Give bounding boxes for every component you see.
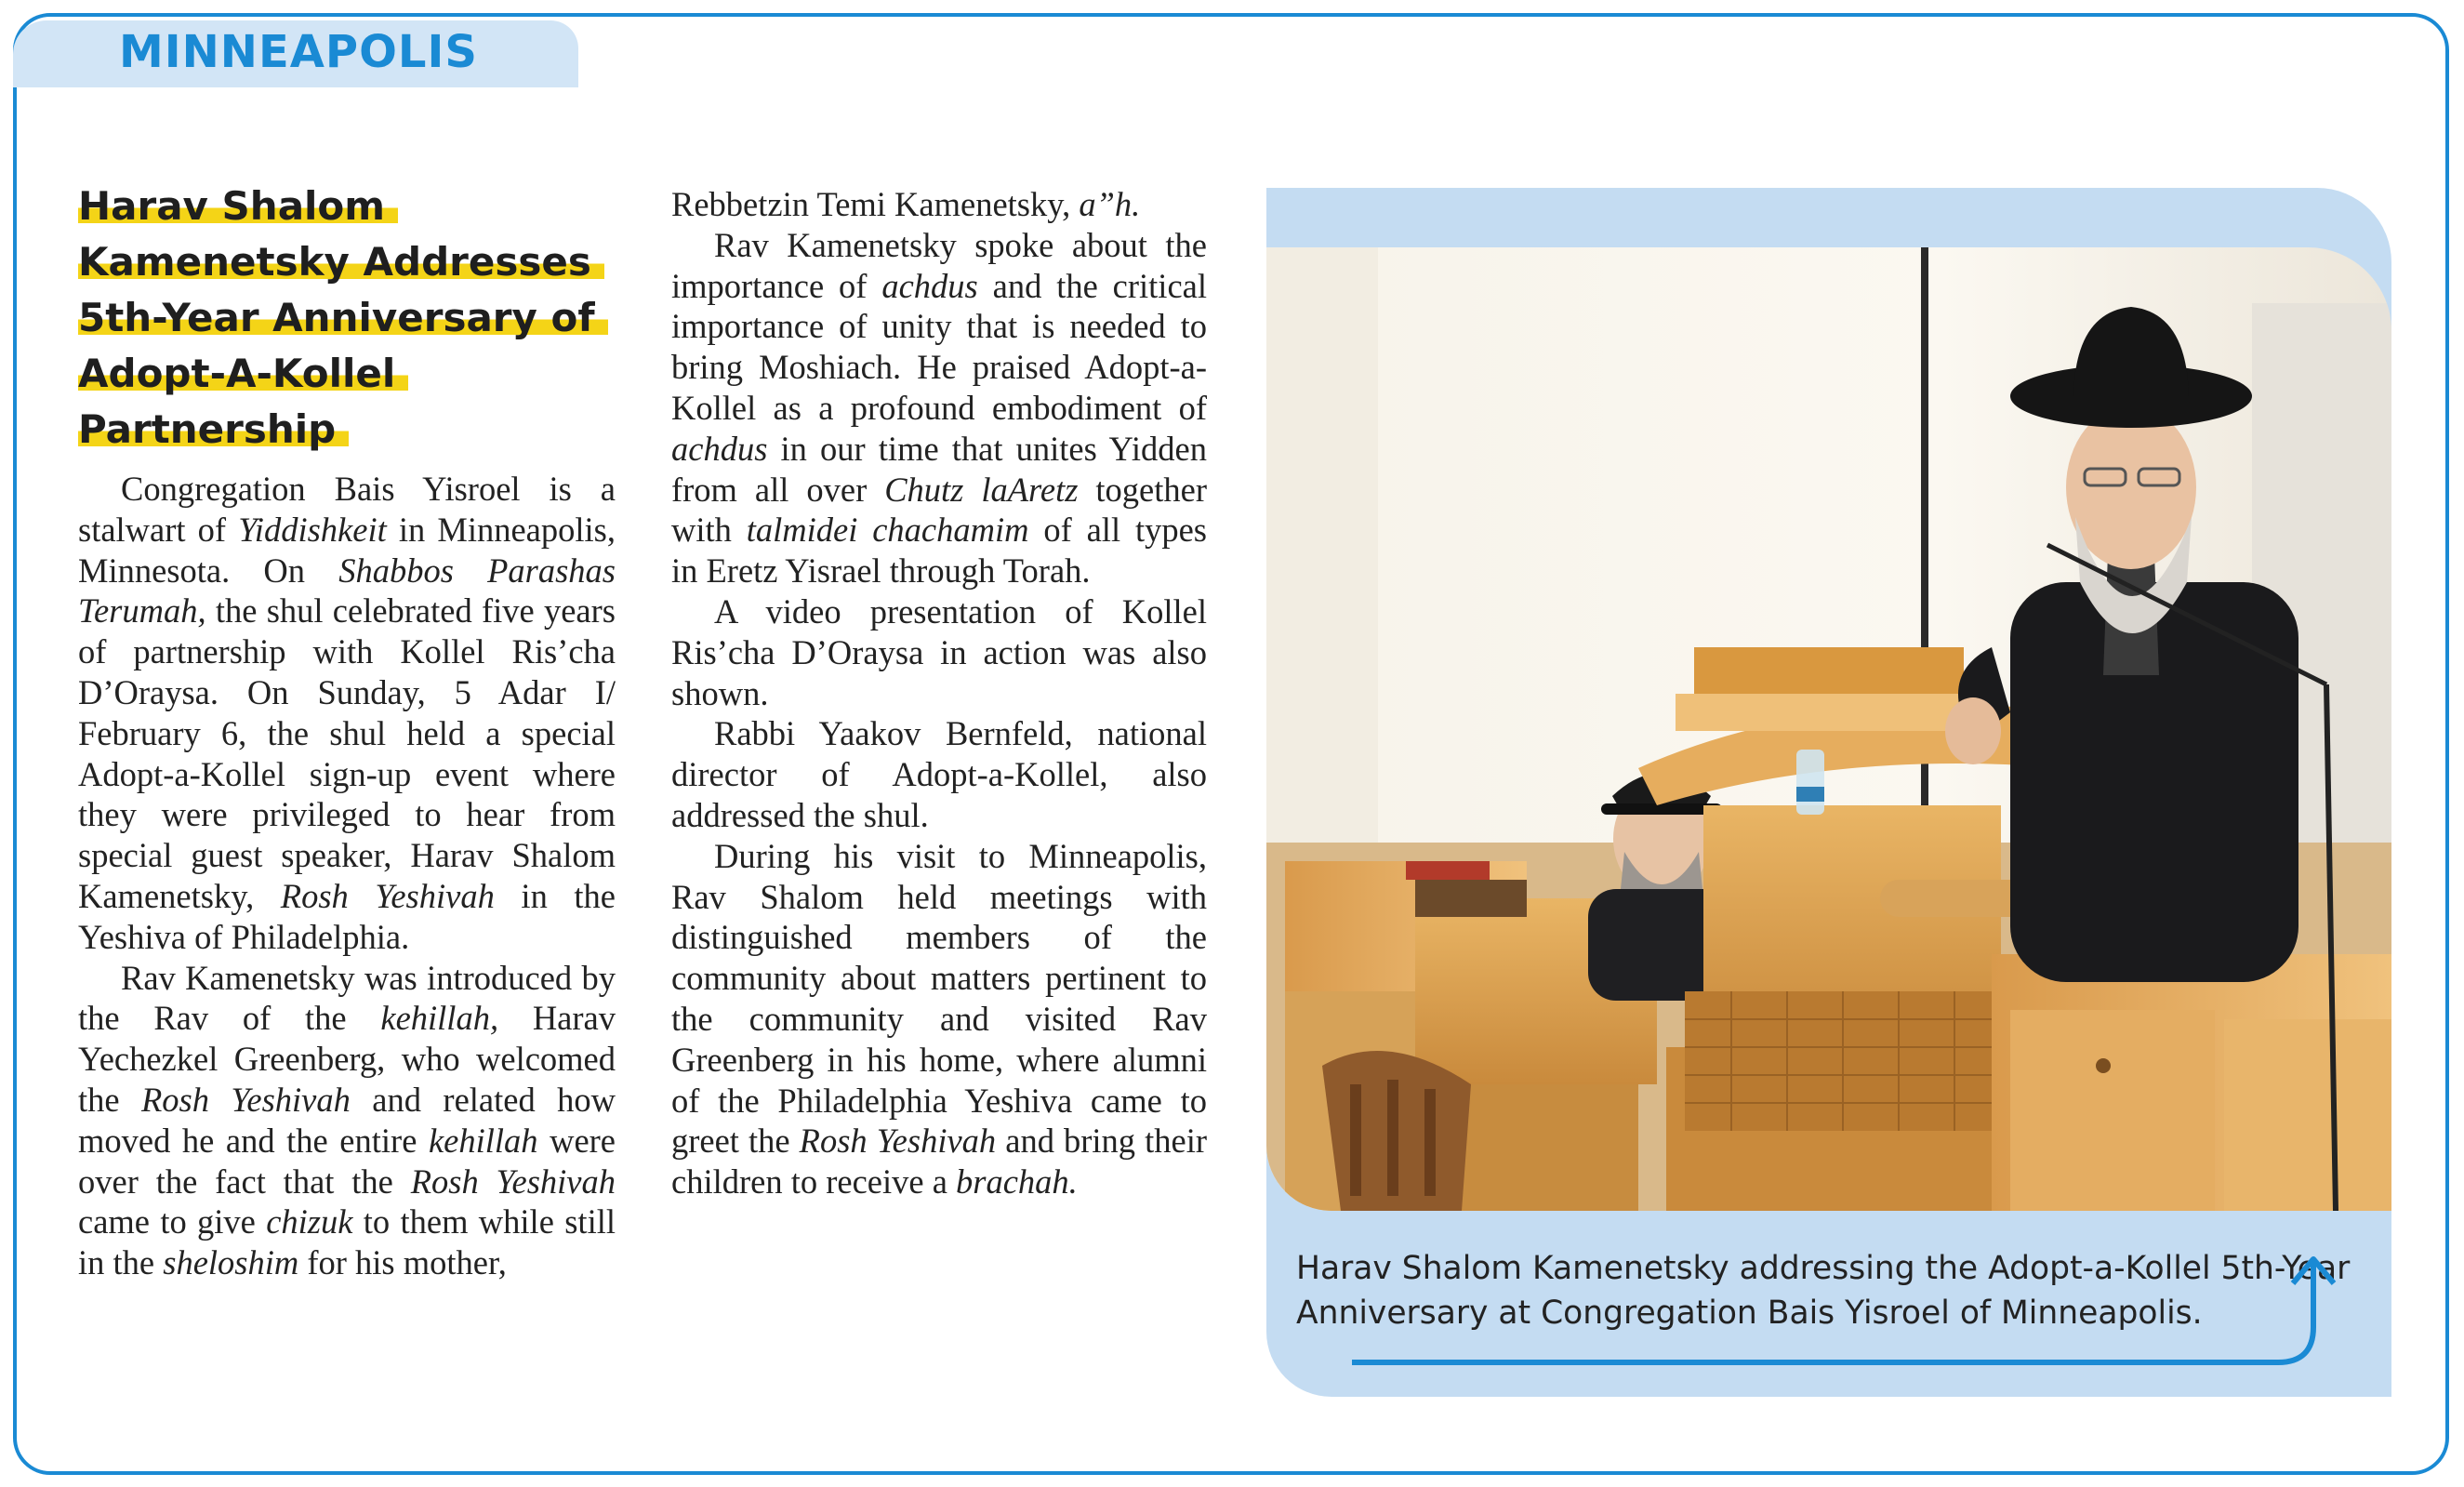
photo-illustration [1266,247,2391,1211]
paragraph: Rav Kamenetsky was introduced by the Rav of the kehillah, Harav Yechezkel Greenberg, who welcomed the Rosh Yeshivah and related how moved he and the entire kehillah were over the fact that the Rosh Yeshivah came to give chizuk to them while still in the sheloshim for his mother, [78,958,616,1282]
paragraph: Congregation Bais Yisroel is a stalwart of Yiddishkeit in Minneapolis, Minnesota. On Shabbos Parashas Terumah, the shul celebrated five years of partnership with Kollel Ris’cha D’Oraysa. On Sunday, 5 Adar I/ February 6, the shul held a special Adopt-a-Kollel sign-up event where they were privileged to hear from special guest speaker, Harav Shalom Kamenetsky, Rosh Yeshivah in the Yeshiva of Philadelphia. [78,470,616,956]
paragraph: A video presentation of Kollel Ris’cha D’Oraysa in action was also shown. [671,591,1207,712]
article-column-2 [671,184,1207,1202]
article-column-1 [78,469,616,1283]
photo-caption: Harav Shalom Kamenetsky addressing the Adopt-a-Kollel 5th-Year Anniversary at Congregation Bais Yisroel of Minneapolis. [1296,1250,2351,1332]
headline-text: Harav Shalom Kamenetsky Addresses 5th-Year Anniversary of Adopt-A-Kollel Partnership [78,183,608,452]
paragraph: Rebbetzin Temi Kamenetsky, a”h. [671,185,1141,223]
caption-arrow-icon [1339,1246,2343,1376]
paragraph: During his visit to Minneapolis, Rav Shalom held meetings with distinguished members of the community about matters pertinent to the community and visited Rav Greenberg in his home, where alumni of the Philadelphia Yeshiva came to greet the Rosh Yeshivah and bring their children to receive a brachah. [671,836,1208,1202]
article-headline [78,179,636,458]
section-label: MINNEAPOLIS [119,26,478,78]
event-photo [1266,247,2391,1211]
paragraph: Rabbi Yaakov Bernfeld, national director of Adopt-a-Kollel, also addressed the shul. [671,714,1207,834]
paragraph: Rav Kamenetsky spoke about the importance of achdus and the critical importance of unity that is needed to bring Moshiach. He praised Adopt-a-Kollel as a profound embodiment of achdus in our time that unites Yidden from all over Chutz laAretz together with talmidei chachamim of all types in Eretz Yisrael through Torah. [671,225,1207,591]
